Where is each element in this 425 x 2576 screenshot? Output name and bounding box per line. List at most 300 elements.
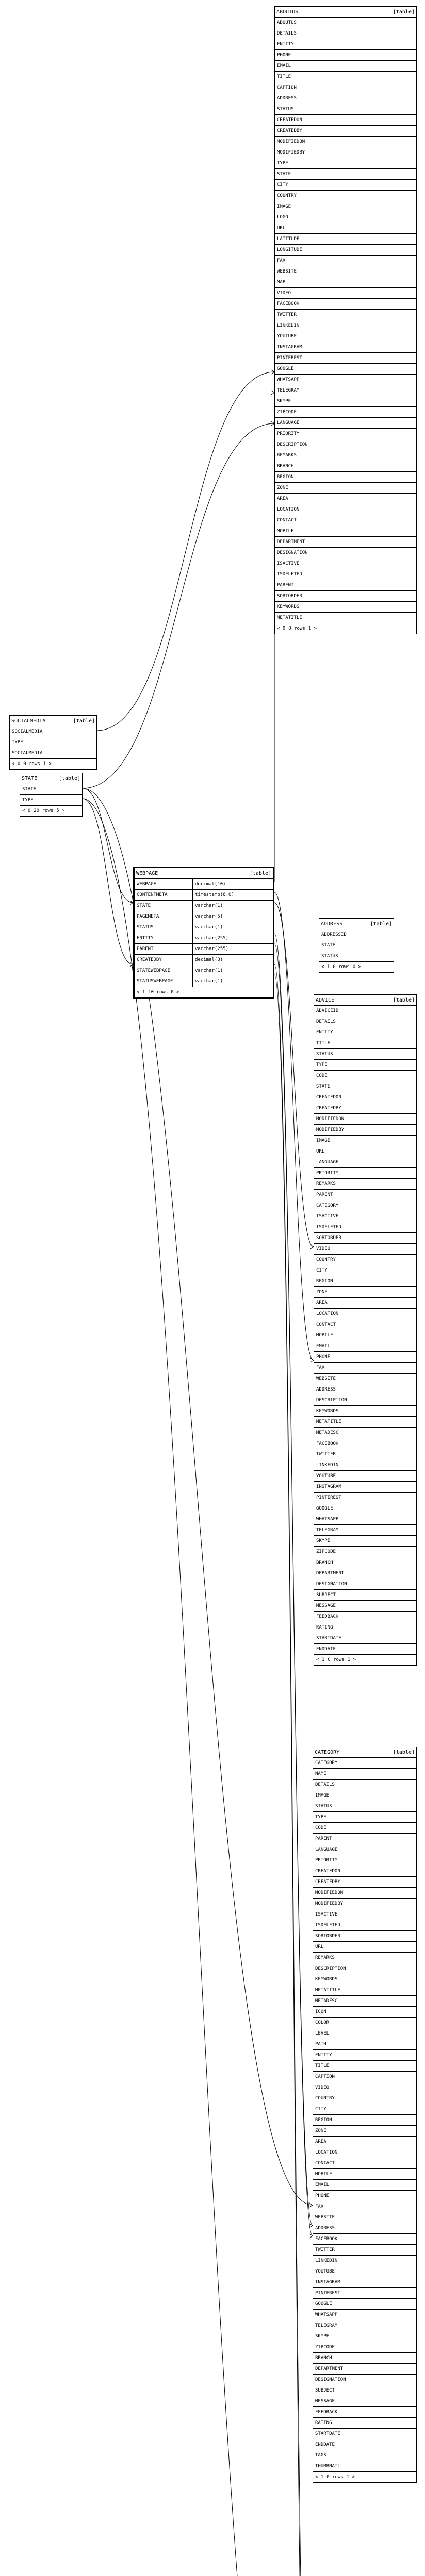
column-name: REGION bbox=[316, 1279, 333, 1284]
table-column[interactable] bbox=[314, 1276, 416, 1287]
table-column[interactable] bbox=[313, 1985, 416, 1996]
table-column[interactable] bbox=[275, 375, 416, 385]
column-name: STARTDATE bbox=[315, 2431, 340, 2436]
table-column[interactable] bbox=[314, 1265, 416, 1276]
column-name: METADESC bbox=[315, 1998, 338, 2004]
column-name: THUMBNAIL bbox=[315, 2464, 340, 2469]
column-name: LINKEDIN bbox=[277, 323, 300, 328]
table-column[interactable] bbox=[314, 1168, 416, 1179]
table-column[interactable] bbox=[275, 515, 416, 526]
table-column[interactable] bbox=[319, 929, 394, 940]
table-column[interactable] bbox=[314, 1190, 416, 1200]
table-column[interactable] bbox=[314, 1330, 416, 1341]
table-column[interactable] bbox=[275, 299, 416, 310]
table-column[interactable] bbox=[20, 784, 82, 795]
column-name: MODIFIEDBY bbox=[277, 150, 305, 155]
table-column[interactable] bbox=[313, 2039, 416, 2050]
column-name: COUNTRY bbox=[315, 2096, 335, 2101]
table-column[interactable] bbox=[314, 1157, 416, 1168]
column-name: REMARKS bbox=[315, 1955, 335, 1960]
column-name: LOCATION bbox=[315, 2150, 338, 2155]
table-column[interactable] bbox=[275, 569, 416, 580]
table-column[interactable] bbox=[314, 1536, 416, 1547]
table-column[interactable] bbox=[313, 2223, 416, 2234]
column-name: MOBILE bbox=[315, 2172, 332, 2177]
row-count: 0 rows bbox=[288, 626, 305, 631]
table-name: WEBPAGE bbox=[136, 870, 158, 876]
table-column[interactable] bbox=[20, 795, 82, 806]
table-column[interactable] bbox=[135, 911, 273, 922]
table-column[interactable] bbox=[314, 1579, 416, 1590]
column-name: DETAILS bbox=[316, 1019, 336, 1024]
column-name: PRIORITY bbox=[315, 1858, 338, 1863]
table-column[interactable] bbox=[313, 2212, 416, 2223]
table-column[interactable] bbox=[314, 1374, 416, 1384]
column-name: METATITLE bbox=[277, 615, 302, 620]
column-name: METATITLE bbox=[315, 1988, 340, 1993]
column-name: STATE bbox=[277, 172, 291, 177]
column-name: DESIGNATION bbox=[316, 1582, 347, 1587]
table-column[interactable] bbox=[314, 1092, 416, 1103]
column-name: MODIFIEDBY bbox=[316, 1127, 345, 1132]
table-column[interactable] bbox=[275, 82, 416, 93]
table-column[interactable] bbox=[313, 2299, 416, 2310]
table-column[interactable] bbox=[313, 2082, 416, 2093]
column-name: CODE bbox=[315, 1825, 326, 1831]
edge-webpage-advice bbox=[274, 892, 314, 1360]
parents-count: < 0 bbox=[12, 761, 21, 767]
table-column[interactable] bbox=[275, 104, 416, 115]
table-column[interactable] bbox=[313, 2450, 416, 2461]
table-column[interactable] bbox=[313, 1790, 416, 1801]
table-column[interactable] bbox=[275, 288, 416, 299]
table-column[interactable] bbox=[313, 2137, 416, 2147]
table-column[interactable] bbox=[10, 726, 96, 737]
table-column[interactable] bbox=[135, 933, 273, 944]
table-column[interactable] bbox=[275, 429, 416, 439]
table-column[interactable] bbox=[275, 50, 416, 61]
table-column[interactable] bbox=[314, 1255, 416, 1265]
table-column[interactable] bbox=[314, 1482, 416, 1493]
table-column[interactable] bbox=[313, 2169, 416, 2180]
column-name: WHATSAPP bbox=[316, 1517, 339, 1522]
table-column[interactable] bbox=[313, 1801, 416, 1812]
table-column[interactable] bbox=[313, 2201, 416, 2212]
table-column[interactable] bbox=[275, 548, 416, 558]
table-footer bbox=[275, 623, 416, 634]
row-count: 0 rows bbox=[328, 1657, 345, 1663]
table-column[interactable] bbox=[275, 472, 416, 483]
table-column[interactable] bbox=[275, 320, 416, 331]
table-column[interactable] bbox=[135, 879, 273, 890]
column-type: varchar(1) bbox=[192, 901, 223, 911]
table-column[interactable] bbox=[313, 2429, 416, 2439]
table-column[interactable] bbox=[313, 2147, 416, 2158]
table-column[interactable] bbox=[313, 1866, 416, 1877]
column-name: CATEGORY bbox=[316, 1203, 339, 1208]
table-column[interactable] bbox=[275, 537, 416, 548]
table-column[interactable] bbox=[275, 234, 416, 245]
column-name: ADDRESS bbox=[315, 2226, 335, 2231]
column-name: PARENT bbox=[315, 1836, 332, 1841]
table-column[interactable] bbox=[313, 2461, 416, 2472]
table-column[interactable] bbox=[313, 2093, 416, 2104]
column-name: MODIFIEDBY bbox=[315, 1901, 344, 1906]
table-column[interactable] bbox=[314, 1352, 416, 1363]
table-column[interactable] bbox=[313, 2375, 416, 2385]
table-webpage[interactable] bbox=[133, 867, 274, 999]
table-kind: [table] bbox=[393, 997, 415, 1003]
table-column[interactable] bbox=[314, 1309, 416, 1319]
table-column[interactable] bbox=[275, 396, 416, 407]
table-column[interactable] bbox=[314, 1363, 416, 1374]
table-aboutus[interactable] bbox=[274, 6, 417, 634]
table-column[interactable] bbox=[314, 1395, 416, 1406]
table-column[interactable] bbox=[275, 407, 416, 418]
table-column[interactable] bbox=[314, 1438, 416, 1449]
table-column[interactable] bbox=[275, 245, 416, 256]
table-column[interactable] bbox=[313, 2396, 416, 2407]
table-column[interactable] bbox=[275, 223, 416, 234]
table-column[interactable] bbox=[314, 1103, 416, 1114]
table-column[interactable] bbox=[314, 1125, 416, 1136]
column-name: AREA bbox=[315, 2139, 326, 2144]
table-column[interactable] bbox=[314, 1514, 416, 1525]
table-name: ABOUTUS bbox=[276, 9, 299, 15]
table-column[interactable] bbox=[314, 1590, 416, 1601]
table-column[interactable] bbox=[313, 2353, 416, 2364]
table-column[interactable] bbox=[314, 1384, 416, 1395]
table-column[interactable] bbox=[135, 976, 273, 987]
table-column[interactable] bbox=[313, 2191, 416, 2201]
column-name: WEBSITE bbox=[277, 269, 297, 274]
table-column[interactable] bbox=[275, 418, 416, 429]
table-header bbox=[314, 995, 416, 1006]
table-column[interactable] bbox=[313, 2028, 416, 2039]
table-footer bbox=[135, 987, 273, 997]
table-column[interactable] bbox=[313, 1877, 416, 1888]
column-name: MODIFIEDON bbox=[316, 1116, 345, 1122]
table-column[interactable] bbox=[275, 310, 416, 320]
table-column[interactable] bbox=[314, 1071, 416, 1081]
column-name: VIDEO bbox=[316, 1246, 331, 1251]
table-column[interactable] bbox=[275, 18, 416, 28]
table-column[interactable] bbox=[314, 1428, 416, 1438]
column-name: TELEGRAM bbox=[315, 2323, 338, 2328]
table-column[interactable] bbox=[313, 1963, 416, 1974]
table-column[interactable] bbox=[313, 2310, 416, 2320]
table-column[interactable] bbox=[313, 1769, 416, 1780]
column-name: VIDEO bbox=[315, 2085, 330, 2090]
table-column[interactable] bbox=[314, 1644, 416, 1655]
table-column[interactable] bbox=[313, 2256, 416, 2266]
column-name: BRANCH bbox=[316, 1560, 333, 1565]
table-column[interactable] bbox=[313, 2018, 416, 2028]
table-column[interactable] bbox=[314, 1049, 416, 1060]
table-column[interactable] bbox=[314, 1244, 416, 1255]
table-column[interactable] bbox=[275, 331, 416, 342]
table-column[interactable] bbox=[313, 1888, 416, 1899]
column-name: BRANCH bbox=[277, 464, 294, 469]
column-name: WEBPAGE bbox=[137, 882, 156, 887]
table-column[interactable] bbox=[275, 61, 416, 72]
table-column[interactable] bbox=[313, 2439, 416, 2450]
column-name: PINTEREST bbox=[315, 2291, 340, 2296]
table-column[interactable] bbox=[314, 1287, 416, 1298]
table-column[interactable] bbox=[314, 1298, 416, 1309]
table-column[interactable] bbox=[314, 1633, 416, 1644]
table-socialmedia[interactable] bbox=[9, 715, 97, 770]
table-column[interactable] bbox=[314, 1060, 416, 1071]
column-name: CONTACT bbox=[315, 2161, 335, 2166]
table-header bbox=[135, 868, 273, 879]
column-name: STARTDATE bbox=[316, 1636, 341, 1641]
table-column[interactable] bbox=[313, 1974, 416, 1985]
table-column[interactable] bbox=[10, 737, 96, 748]
table-column[interactable] bbox=[275, 613, 416, 623]
column-name: PINTEREST bbox=[316, 1495, 341, 1500]
table-column[interactable] bbox=[314, 1449, 416, 1460]
column-name: TELEGRAM bbox=[277, 388, 300, 393]
table-column[interactable] bbox=[313, 2158, 416, 2169]
table-column[interactable] bbox=[313, 1909, 416, 1920]
table-column[interactable] bbox=[275, 201, 416, 212]
table-column[interactable] bbox=[314, 1136, 416, 1146]
table-column[interactable] bbox=[313, 2126, 416, 2137]
table-kind: [table] bbox=[393, 9, 415, 15]
table-column[interactable] bbox=[135, 922, 273, 933]
table-column[interactable] bbox=[275, 39, 416, 50]
table-column[interactable] bbox=[314, 1406, 416, 1417]
table-column[interactable] bbox=[135, 901, 273, 911]
table-column[interactable] bbox=[314, 1557, 416, 1568]
table-column[interactable] bbox=[275, 147, 416, 158]
column-name: KEYWORDS bbox=[316, 1409, 339, 1414]
table-column[interactable] bbox=[313, 2007, 416, 2018]
column-name: AREA bbox=[316, 1300, 328, 1306]
table-column[interactable] bbox=[275, 591, 416, 602]
table-category[interactable] bbox=[313, 1747, 417, 2483]
column-name: DESCRIPTION bbox=[316, 1398, 347, 1403]
table-column[interactable] bbox=[275, 504, 416, 515]
column-name: SUBJECT bbox=[316, 1592, 336, 1598]
table-column[interactable] bbox=[314, 1211, 416, 1222]
column-name: CONTACT bbox=[316, 1322, 336, 1327]
table-column[interactable] bbox=[313, 2277, 416, 2288]
table-column[interactable] bbox=[135, 944, 273, 955]
table-column[interactable] bbox=[313, 2266, 416, 2277]
column-name: ZIPCODE bbox=[316, 1549, 336, 1554]
column-name: CREATEDBY bbox=[316, 1106, 341, 1111]
table-column[interactable] bbox=[275, 169, 416, 180]
table-column[interactable] bbox=[319, 940, 394, 951]
table-column[interactable] bbox=[314, 1200, 416, 1211]
table-kind: [table] bbox=[370, 921, 392, 927]
table-column[interactable] bbox=[314, 1601, 416, 1612]
column-name: CREATEDON bbox=[277, 117, 302, 123]
table-column[interactable] bbox=[314, 1341, 416, 1352]
table-column[interactable] bbox=[314, 1114, 416, 1125]
table-column[interactable] bbox=[275, 526, 416, 537]
table-column[interactable] bbox=[313, 1942, 416, 1953]
table-column[interactable] bbox=[313, 2245, 416, 2256]
table-column[interactable] bbox=[275, 212, 416, 223]
table-column[interactable] bbox=[313, 2061, 416, 2072]
table-column[interactable] bbox=[275, 342, 416, 353]
column-name: METADESC bbox=[316, 1430, 339, 1435]
table-column[interactable] bbox=[275, 461, 416, 472]
table-column[interactable] bbox=[314, 1568, 416, 1579]
table-column[interactable] bbox=[314, 1319, 416, 1330]
table-column[interactable] bbox=[10, 748, 96, 759]
column-name: INSTAGRAM bbox=[315, 2280, 340, 2285]
table-column[interactable] bbox=[313, 2180, 416, 2191]
table-column[interactable] bbox=[314, 1471, 416, 1482]
table-column[interactable] bbox=[313, 2407, 416, 2418]
table-column[interactable] bbox=[275, 450, 416, 461]
column-name: STATUS bbox=[137, 925, 154, 930]
table-column[interactable] bbox=[135, 965, 273, 976]
column-name: FAX bbox=[277, 258, 286, 263]
table-column[interactable] bbox=[314, 1493, 416, 1503]
table-column[interactable] bbox=[313, 1834, 416, 1844]
table-column[interactable] bbox=[314, 1460, 416, 1471]
table-column[interactable] bbox=[313, 1931, 416, 1942]
column-name: ENDDATE bbox=[316, 1647, 336, 1652]
edge-state-webpage bbox=[83, 788, 133, 903]
row-count: 10 rows bbox=[148, 990, 168, 995]
table-column[interactable] bbox=[313, 1823, 416, 1834]
column-name: STATE bbox=[22, 787, 37, 792]
table-column[interactable] bbox=[313, 1780, 416, 1790]
table-column[interactable] bbox=[314, 1081, 416, 1092]
table-column[interactable] bbox=[275, 439, 416, 450]
table-column[interactable] bbox=[275, 558, 416, 569]
table-column[interactable] bbox=[275, 28, 416, 39]
table-column[interactable] bbox=[314, 1222, 416, 1233]
table-column[interactable] bbox=[313, 2050, 416, 2061]
table-column[interactable] bbox=[313, 2418, 416, 2429]
table-column[interactable] bbox=[135, 890, 273, 901]
table-column[interactable] bbox=[275, 72, 416, 82]
column-name: RATING bbox=[316, 1625, 333, 1630]
table-column[interactable] bbox=[275, 191, 416, 201]
table-column[interactable] bbox=[275, 115, 416, 126]
table-column[interactable] bbox=[275, 93, 416, 104]
column-name: DESIGNATION bbox=[315, 2377, 346, 2382]
column-name: COUNTRY bbox=[316, 1257, 336, 1262]
table-column[interactable] bbox=[275, 277, 416, 288]
table-column[interactable] bbox=[275, 483, 416, 494]
table-column[interactable] bbox=[314, 1417, 416, 1428]
table-column[interactable] bbox=[313, 2385, 416, 2396]
table-column[interactable] bbox=[275, 126, 416, 137]
edge-state-disclaimer bbox=[83, 799, 314, 2576]
table-column[interactable] bbox=[314, 1622, 416, 1633]
table-column[interactable] bbox=[275, 180, 416, 191]
column-name: AREA bbox=[277, 496, 288, 501]
table-column[interactable] bbox=[313, 2234, 416, 2245]
table-column[interactable] bbox=[314, 1027, 416, 1038]
column-name: LOCATION bbox=[277, 507, 300, 512]
column-name: CONTACT bbox=[277, 518, 297, 523]
table-column[interactable] bbox=[313, 1812, 416, 1823]
table-column[interactable] bbox=[314, 1612, 416, 1622]
table-column[interactable] bbox=[319, 951, 394, 962]
table-column[interactable] bbox=[314, 1503, 416, 1514]
table-column[interactable] bbox=[314, 1038, 416, 1049]
table-column[interactable] bbox=[275, 385, 416, 396]
column-name: ENTITY bbox=[316, 1030, 333, 1035]
table-column[interactable] bbox=[314, 1006, 416, 1016]
table-column[interactable] bbox=[314, 1016, 416, 1027]
table-column[interactable] bbox=[313, 2342, 416, 2353]
table-column[interactable] bbox=[313, 1758, 416, 1769]
column-type: varchar(5) bbox=[192, 911, 223, 922]
table-footer bbox=[10, 759, 96, 769]
table-column[interactable] bbox=[313, 1844, 416, 1855]
table-column[interactable] bbox=[275, 266, 416, 277]
table-column[interactable] bbox=[314, 1233, 416, 1244]
table-column[interactable] bbox=[313, 2072, 416, 2082]
column-name: YOUTUBE bbox=[277, 334, 297, 339]
table-column[interactable] bbox=[313, 2115, 416, 2126]
table-address[interactable] bbox=[319, 918, 394, 973]
table-column[interactable] bbox=[314, 1547, 416, 1557]
column-name: LATITUDE bbox=[277, 236, 300, 242]
column-name: STATUS bbox=[321, 954, 338, 959]
table-column[interactable] bbox=[275, 364, 416, 375]
table-column[interactable] bbox=[313, 1920, 416, 1931]
table-state[interactable] bbox=[20, 773, 83, 817]
column-name: REGION bbox=[315, 2117, 332, 2123]
table-kind: [table] bbox=[58, 775, 80, 782]
table-column[interactable] bbox=[313, 2364, 416, 2375]
column-name: TYPE bbox=[316, 1062, 328, 1067]
table-column[interactable] bbox=[314, 1179, 416, 1190]
column-name: ENTITY bbox=[137, 936, 154, 941]
table-column[interactable] bbox=[275, 602, 416, 613]
table-column[interactable] bbox=[313, 1899, 416, 1909]
table-column[interactable] bbox=[275, 158, 416, 169]
table-column[interactable] bbox=[313, 1855, 416, 1866]
column-name: ENDDATE bbox=[315, 2442, 335, 2447]
column-name: PRIORITY bbox=[316, 1171, 339, 1176]
column-name: DEPARTMENT bbox=[315, 2366, 344, 2371]
table-column[interactable] bbox=[135, 955, 273, 965]
table-column[interactable] bbox=[313, 1996, 416, 2007]
table-column[interactable] bbox=[275, 256, 416, 266]
table-column[interactable] bbox=[313, 2288, 416, 2299]
table-column[interactable] bbox=[313, 2320, 416, 2331]
table-column[interactable] bbox=[275, 580, 416, 591]
column-name: MODIFIEDON bbox=[315, 1890, 344, 1895]
table-column[interactable] bbox=[275, 137, 416, 147]
column-name: STATE bbox=[316, 1084, 331, 1089]
column-name: ENTITY bbox=[315, 2053, 332, 2058]
column-name: INSTAGRAM bbox=[316, 1484, 341, 1489]
table-column[interactable] bbox=[314, 1525, 416, 1536]
table-column[interactable] bbox=[275, 494, 416, 504]
table-column[interactable] bbox=[313, 2331, 416, 2342]
table-column[interactable] bbox=[314, 1146, 416, 1157]
table-column[interactable] bbox=[313, 2104, 416, 2115]
table-advice[interactable] bbox=[314, 994, 417, 1666]
column-name: LOGO bbox=[277, 215, 288, 220]
table-column[interactable] bbox=[313, 1953, 416, 1963]
column-name: IMAGE bbox=[315, 1793, 330, 1798]
table-column[interactable] bbox=[275, 353, 416, 364]
